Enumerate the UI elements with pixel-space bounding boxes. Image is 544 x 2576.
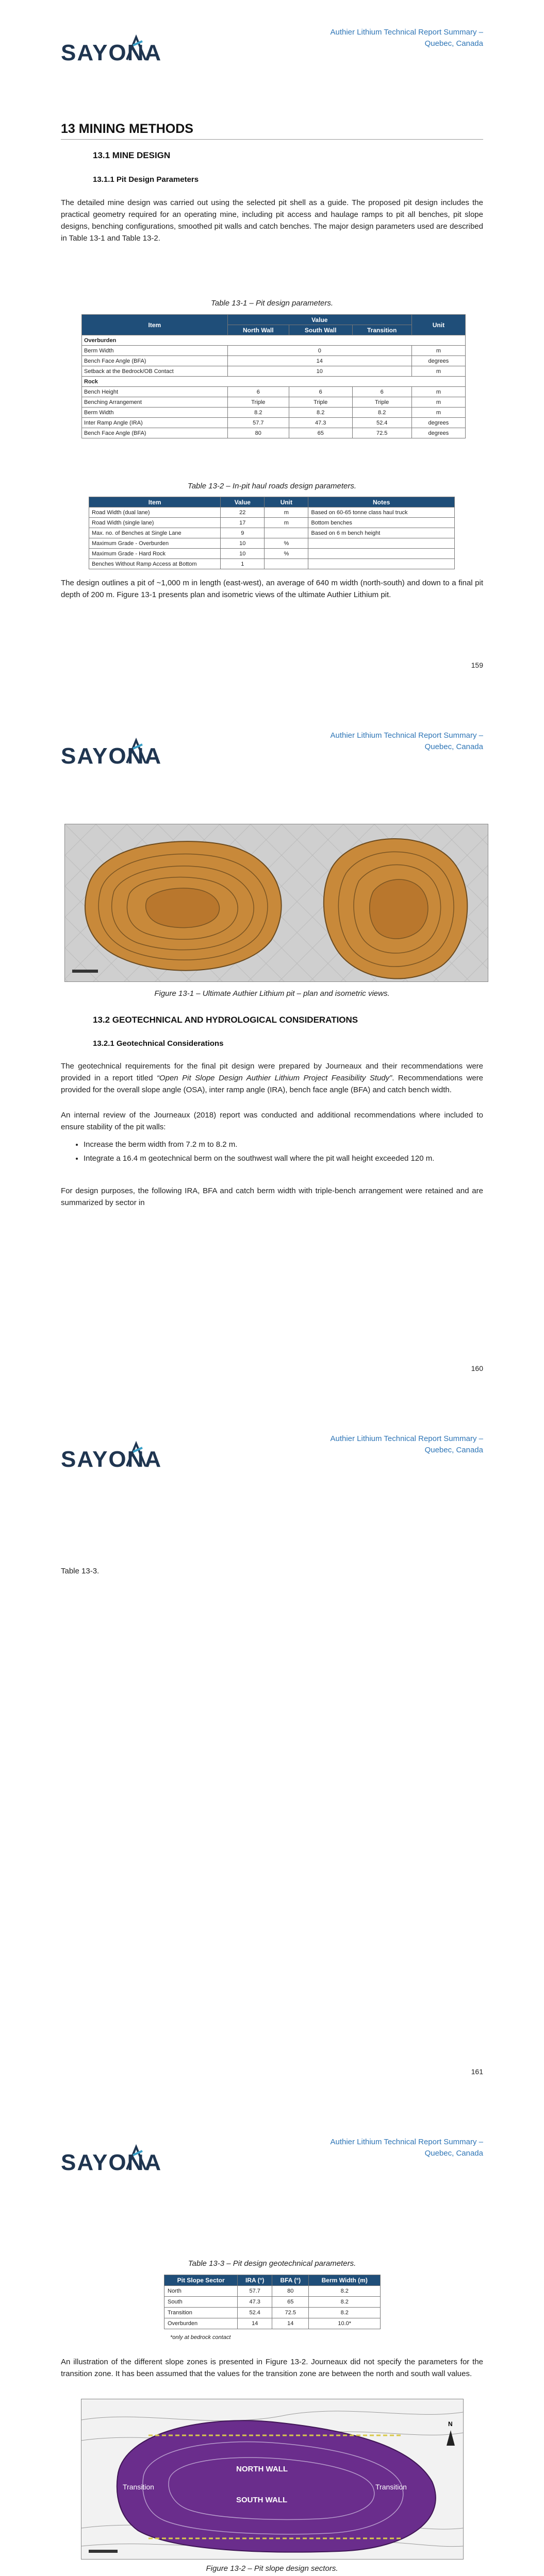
table-row <box>82 418 466 428</box>
table-cell: degrees <box>411 356 465 366</box>
table3-header: IRA (°) <box>238 2275 272 2286</box>
scale-bar <box>89 2550 118 2553</box>
table-cell: 6 <box>289 387 352 397</box>
page-number: 159 <box>471 661 483 669</box>
table-cell: Triple <box>352 397 411 408</box>
logo-text: SAYONA <box>61 743 162 769</box>
pit-slope-sectors-figure <box>81 2399 463 2559</box>
table-cell: 0 <box>227 346 411 356</box>
table-cell: 14 <box>272 2318 309 2329</box>
table-cell: 72.5 <box>272 2308 309 2318</box>
header-line-1: Authier Lithium Technical Report Summary – <box>330 1434 483 1443</box>
table-cell: m <box>265 507 308 518</box>
table-row <box>82 387 466 397</box>
sayona-logo <box>61 30 162 66</box>
table-cell: Berm Width <box>82 346 228 356</box>
logo-text: SAYONA <box>61 1447 162 1472</box>
table-row <box>82 366 466 377</box>
table-cell: 57.7 <box>227 418 289 428</box>
subsection-title: 13.1 MINE DESIGN <box>93 150 171 160</box>
table1-header-value: Value <box>227 315 411 325</box>
table-cell: 80 <box>272 2286 309 2297</box>
table-row <box>89 559 455 569</box>
scale-bar <box>72 970 98 973</box>
table3-note: *only at bedrock contact <box>170 2334 231 2341</box>
table3-caption: Table 13-3 – Pit design geotechnical parameters. <box>188 2259 356 2268</box>
table-cell: 65 <box>289 428 352 438</box>
table-cell: Benches Without Ramp Access at Bottom <box>89 559 221 569</box>
header-line-2: Quebec, Canada <box>424 2149 483 2158</box>
list-item: • Integrate a 16.4 m geotechnical berm on the southwest wall where the pit wall height exceeded 120 m. <box>84 1153 506 1164</box>
section-title: 13 MINING METHODS <box>61 122 193 136</box>
report-header <box>287 730 483 753</box>
table-cell: 10 <box>227 366 411 377</box>
table-cell: 22 <box>221 507 265 518</box>
table-cell: 10 <box>221 538 265 549</box>
list-item: • Increase the berm width from 7.2 m to 8.2 m. <box>84 1139 506 1150</box>
sayona-logo <box>61 733 162 769</box>
table-cell: 1 <box>221 559 265 569</box>
table-cell: 8.2 <box>309 2286 381 2297</box>
table1-section-title: Overburden <box>82 335 466 346</box>
geotech-paragraph-3: For design purposes, the following IRA, BFA and catch berm width with triple-bench arrangement were retained and are summarized by sector in <box>61 1187 483 1207</box>
table-cell: Road Width (single lane) <box>89 518 221 528</box>
table-row <box>164 2286 381 2297</box>
pit-plan-view <box>85 841 282 971</box>
table-cell: Max. no. of Benches at Single Lane <box>89 528 221 538</box>
table-cell: 6 <box>352 387 411 397</box>
header-line-1: Authier Lithium Technical Report Summary – <box>330 731 483 740</box>
table-cell: Benching Arrangement <box>82 397 228 408</box>
page-160 <box>0 703 544 1406</box>
table-cell: m <box>411 397 465 408</box>
table-cell: % <box>265 549 308 559</box>
table-row <box>164 2318 381 2329</box>
table-cell: South <box>164 2297 238 2308</box>
report-header <box>287 27 483 49</box>
page-162 <box>0 2110 544 2576</box>
table-cell: 52.4 <box>352 418 411 428</box>
closing-paragraph: The design outlines a pit of ~1,000 m in length (east-west), an average of 640 m width (north-south) and down to a final pit depth of 200 m. Figure 13-1 presents plan and isometric views of the ultimate Authier Lithium pit. <box>61 579 483 599</box>
report-header <box>287 1433 483 1456</box>
table-cell: 8.2 <box>309 2308 381 2318</box>
table-cell: 14 <box>238 2318 272 2329</box>
table-cell: m <box>411 387 465 397</box>
header-line-1: Authier Lithium Technical Report Summary – <box>330 2138 483 2146</box>
table-row <box>82 346 466 356</box>
report-title: “Open Pit Slope Design Authier Lithium Project Feasibility Study” <box>156 1074 392 1082</box>
table-cell: 10.0* <box>309 2318 381 2329</box>
subsection-title: 13.2 GEOTECHNICAL AND HYDROLOGICAL CONSIDERATIONS <box>93 1015 358 1025</box>
header-line-2: Quebec, Canada <box>424 1446 483 1454</box>
section-divider <box>61 139 483 140</box>
table-cell: Setback at the Bedrock/OB Contact <box>82 366 228 377</box>
table-cell: Overburden <box>164 2318 238 2329</box>
table1-header-unit: Unit <box>411 315 465 335</box>
table-cell: Bench Height <box>82 387 228 397</box>
table-cell: degrees <box>411 418 465 428</box>
geotech-paragraph-2: An internal review of the Journeaux (2018) report was conducted and additional recommendations where included to ensure stability of the pit walls: <box>61 1111 483 1131</box>
south-wall-label: SOUTH WALL <box>236 2496 288 2504</box>
table-cell: 47.3 <box>289 418 352 428</box>
page-number: 161 <box>471 2067 483 2076</box>
table-cell: 8.2 <box>227 408 289 418</box>
para-text: The geotechnical requirements for the final pit design were prepared by Journeaux and their recommendations were provided in a report titled <box>61 1062 483 1082</box>
table-cell: m <box>411 408 465 418</box>
table-row <box>164 2297 381 2308</box>
ultimate-pit-figure <box>65 824 488 981</box>
table3-header: Berm Width (m) <box>309 2275 381 2286</box>
table2-header: Notes <box>308 497 455 507</box>
table-cell: m <box>411 366 465 377</box>
table-cell: 8.2 <box>289 408 352 418</box>
table-cell <box>308 538 455 549</box>
intro-paragraph: The detailed mine design was carried out using the selected pit shell as a guide. The proposed pit design includes the practical geometry required for an operating mine, including pit access and haulage ramps to pit all benches, pit slope designs, benching configurations, smoothed pit walls and catch benches. The major design parameters used are described in Table 13-1 and Table 13-2. <box>61 198 483 243</box>
table-cell: 6 <box>227 387 289 397</box>
table-cell: Berm Width <box>82 408 228 418</box>
logo-text: SAYONA <box>61 40 162 65</box>
table-row <box>89 528 455 538</box>
table-row <box>89 549 455 559</box>
page-161 <box>0 1406 544 2110</box>
table-row <box>82 397 466 408</box>
logo-text: SAYONA <box>61 2150 162 2175</box>
table-cell: 17 <box>221 518 265 528</box>
slope-zones-paragraph: An illustration of the different slope zones is presented in Figure 13-2. Journeaux did not specify the parameters for the transition zone. It has been assumed that the values for the transition zone are between the north and south wall values. <box>61 2358 483 2378</box>
pit-design-parameters-table <box>81 314 466 438</box>
table-cell: Maximum Grade - Overburden <box>89 538 221 549</box>
table-cell <box>308 559 455 569</box>
table-row <box>82 428 466 438</box>
table-cell: 80 <box>227 428 289 438</box>
figure2-caption: Figure 13-2 – Pit slope design sectors. <box>206 2564 338 2573</box>
table-cell <box>308 549 455 559</box>
table-cell: Road Width (dual lane) <box>89 507 221 518</box>
subsubsection-title: 13.2.1 Geotechnical Considerations <box>93 1039 224 1048</box>
table-row <box>82 356 466 366</box>
table-cell: Based on 6 m bench height <box>308 528 455 538</box>
table-cell: Inter Ramp Angle (IRA) <box>82 418 228 428</box>
pit-isometric-view <box>324 839 467 979</box>
table-cell: 57.7 <box>238 2286 272 2297</box>
transition-left-label: Transition <box>123 2483 154 2491</box>
header-line-1: Authier Lithium Technical Report Summary – <box>330 28 483 37</box>
table-cell: Transition <box>164 2308 238 2318</box>
table-cell: Bench Face Angle (BFA) <box>82 356 228 366</box>
table-cell: 14 <box>227 356 411 366</box>
sayona-logo <box>61 1436 162 1472</box>
header-line-2: Quebec, Canada <box>424 39 483 48</box>
table-cell: Maximum Grade - Hard Rock <box>89 549 221 559</box>
recommendation-list <box>61 1139 506 1166</box>
sayona-logo <box>61 2140 162 2176</box>
table-cell: Bottom benches <box>308 518 455 528</box>
table-cell: m <box>411 346 465 356</box>
transition-right-label: Transition <box>375 2483 407 2491</box>
table1-section-title: Rock <box>82 377 466 387</box>
table-cell: Based on 60-65 tonne class haul truck <box>308 507 455 518</box>
haul-roads-table <box>89 497 455 569</box>
table2-header: Unit <box>265 497 308 507</box>
table3-header: BFA (°) <box>272 2275 309 2286</box>
table2-header: Value <box>221 497 265 507</box>
table-cell: 8.2 <box>309 2297 381 2308</box>
subsubsection-title: 13.1.1 Pit Design Parameters <box>93 175 199 184</box>
table-cell: North <box>164 2286 238 2297</box>
report-header <box>287 2137 483 2159</box>
table-row <box>89 507 455 518</box>
table-cell: 52.4 <box>238 2308 272 2318</box>
continued-text: Table 13-3. <box>61 1567 100 1575</box>
table1-subheader: South Wall <box>289 325 352 335</box>
north-wall-label: NORTH WALL <box>236 2465 288 2473</box>
table1-subheader: Transition <box>352 325 411 335</box>
table1-caption: Table 13-1 – Pit design parameters. <box>210 299 334 308</box>
table-cell: Triple <box>227 397 289 408</box>
geotechnical-parameters-table <box>164 2275 381 2329</box>
figure1-caption: Figure 13-1 – Ultimate Authier Lithium pit – plan and isometric views. <box>154 989 390 998</box>
table-cell: 65 <box>272 2297 309 2308</box>
table1-subheader: North Wall <box>227 325 289 335</box>
table-cell: 47.3 <box>238 2297 272 2308</box>
table-cell: Bench Face Angle (BFA) <box>82 428 228 438</box>
table2-header: Item <box>89 497 221 507</box>
para-text: . Recommendations were provided for the overall slope angle (OSA), inter ramp angle (IRA), bench face angle (BFA) and catch bench width. <box>61 1074 484 1094</box>
table-cell: 9 <box>221 528 265 538</box>
table-cell <box>265 559 308 569</box>
geotech-paragraph-1 <box>61 1060 483 1096</box>
table-cell: % <box>265 538 308 549</box>
table-row <box>82 408 466 418</box>
table-cell: m <box>265 518 308 528</box>
table-row <box>164 2308 381 2318</box>
table-row <box>89 538 455 549</box>
table-cell: 8.2 <box>352 408 411 418</box>
table3-header: Pit Slope Sector <box>164 2275 238 2286</box>
table-row <box>89 518 455 528</box>
table1-header-item: Item <box>82 315 228 335</box>
table2-caption: Table 13-2 – In-pit haul roads design parameters. <box>187 482 357 490</box>
table-cell: 72.5 <box>352 428 411 438</box>
table-cell: 10 <box>221 549 265 559</box>
header-line-2: Quebec, Canada <box>424 742 483 751</box>
table-cell: degrees <box>411 428 465 438</box>
table-cell <box>265 528 308 538</box>
table-cell: Triple <box>289 397 352 408</box>
page-number: 160 <box>471 1364 483 1372</box>
north-arrow-label: N <box>448 2420 453 2428</box>
page-159 <box>0 0 544 703</box>
